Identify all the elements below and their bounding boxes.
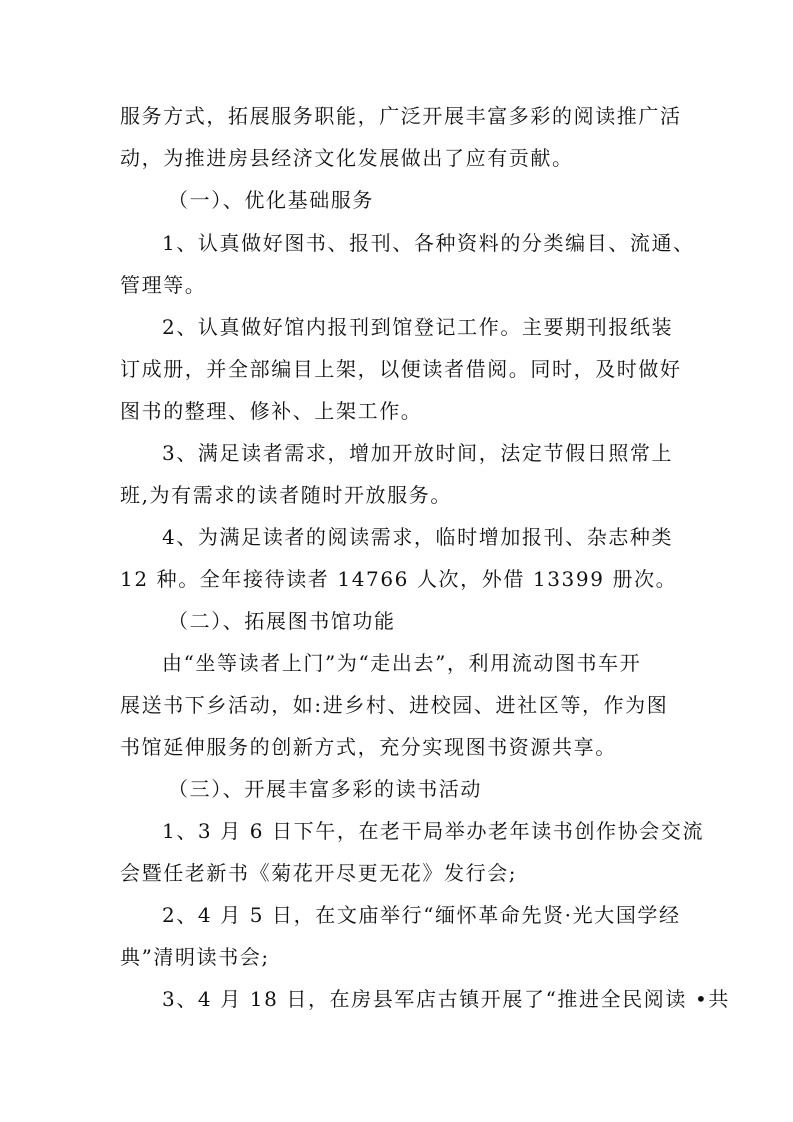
- activity-item-2: 2、4 月 5 日，在文庙举行“缅怀革命先贤·光大国学经: [162, 903, 681, 927]
- activity-item-3: 3、4 月 18 日，在房县军店古镇开展了“推进全民阅读 •共: [162, 987, 730, 1011]
- paragraph-line: 动，为推进房县经济文化发展做出了应有贡献。: [120, 146, 574, 170]
- paragraph-line: 会暨任老新书《菊花开尽更无花》发行会;: [120, 861, 518, 885]
- paragraph-line: 班,为有需求的读者随时开放服务。: [120, 483, 452, 507]
- paragraph-line: 订成册，并全部编目上架，以便读者借阅。同时，及时做好: [120, 357, 682, 381]
- list-item-2: 2、认真做好馆内报刊到馆登记工作。主要期刊报纸装: [162, 315, 674, 339]
- section-heading-1: （一）、优化基础服务: [168, 188, 374, 212]
- paragraph-line: 由“坐等读者上门”为“走出去”，利用流动图书车开: [162, 651, 642, 675]
- paragraph-line: 管理等。: [120, 273, 207, 297]
- paragraph-line: 12 种。全年接待读者 14766 人次，外借 13399 册次。: [120, 567, 678, 591]
- section-heading-3: （三）、开展丰富多彩的读书活动: [168, 777, 482, 801]
- paragraph-line: 书馆延伸服务的创新方式，充分实现图书资源共享。: [120, 735, 617, 759]
- activity-item-1: 1、3 月 6 日下午，在老干局举办老年读书创作协会交流: [162, 819, 705, 843]
- paragraph-line: 展送书下乡活动，如:进乡村、进校园、进社区等，作为图: [120, 693, 669, 717]
- list-item-3: 3、满足读者需求，增加开放时间，法定节假日照常上: [162, 441, 674, 465]
- list-item-1: 1、认真做好图书、报刊、各种资料的分类编目、流通、: [162, 231, 695, 255]
- paragraph-line: 图书的整理、修补、上架工作。: [120, 399, 423, 423]
- list-item-4: 4、为满足读者的阅读需求，临时增加报刊、杂志种类: [162, 525, 674, 549]
- section-heading-2: （二）、拓展图书馆功能: [168, 609, 396, 633]
- paragraph-line: 服务方式，拓展服务职能，广泛开展丰富多彩的阅读推广活: [120, 104, 682, 128]
- paragraph-line: 典”清明读书会;: [120, 945, 270, 969]
